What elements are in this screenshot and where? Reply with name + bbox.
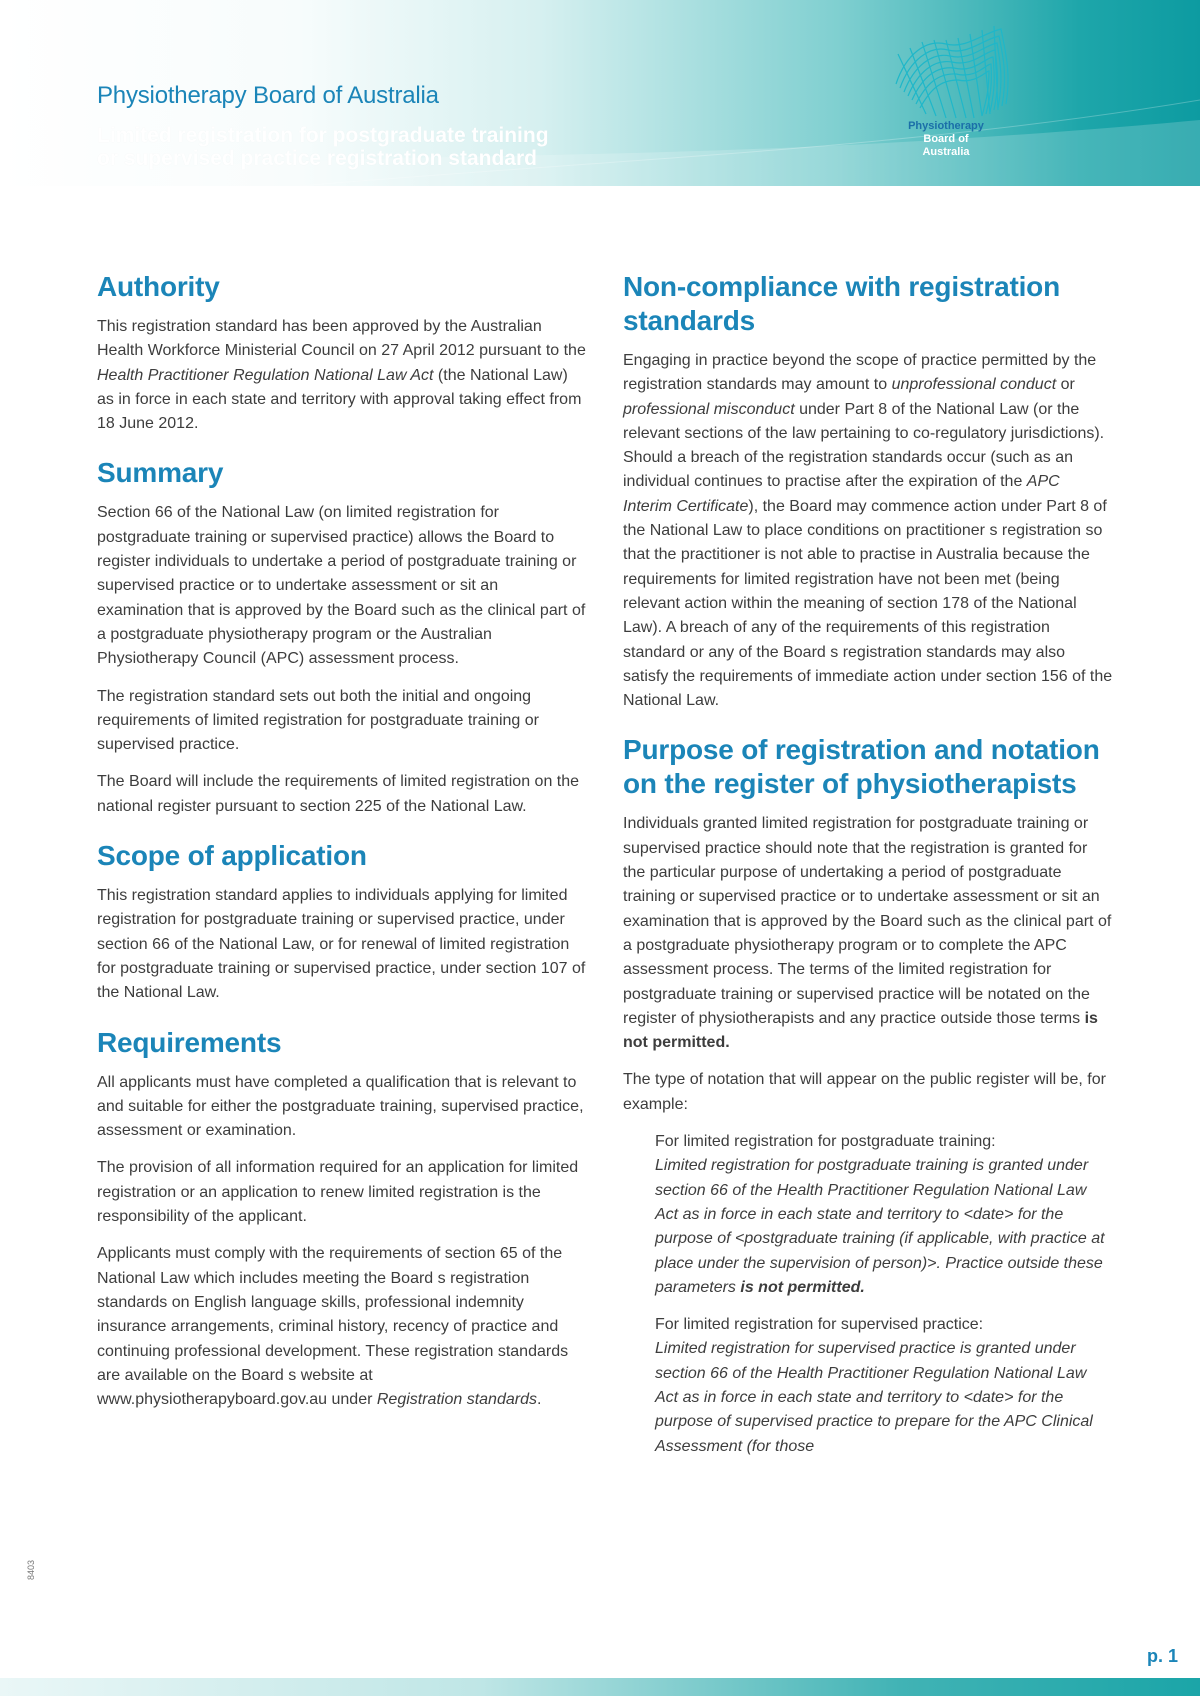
authority-paragraph bbox=[97, 315, 587, 436]
section-scope bbox=[97, 839, 587, 1005]
requirements-paragraph-2: The provision of all information required for an application for limited registration or an application to renew limited registration is the responsibility of the applicant. bbox=[97, 1159, 579, 1226]
scope-paragraph: This registration standard applies to individuals applying for limited registration for postgraduate training or supervised practice, under section 66 of the National Law, or for renewal of limited registration for postgraduate training or supervised practice, under section 107 of the National Law. bbox=[97, 887, 586, 1002]
page-header bbox=[0, 0, 1200, 186]
logo-line-3: Australia bbox=[922, 146, 970, 158]
term-unprofessional-conduct: unprofessional conduct bbox=[891, 376, 1057, 394]
term-apc-interim-certificate: APC Interim Certificate bbox=[623, 473, 1060, 515]
logo-wordmark bbox=[886, 120, 1006, 159]
title-line-1: Limited registration for postgraduate training bbox=[97, 124, 549, 147]
text-run: Applicants must comply with the requirements of section 65 of the National Law which includes meeting the Board s registration standards on English language skills, professional indemnity insurance arrangements, criminal history, recency of practice and continuing professional development. These registration standards are available on the Board s website at www.physiotherapyboard.gov.au under bbox=[97, 1245, 569, 1409]
scope-heading: Scope of application bbox=[97, 840, 367, 872]
section-authority bbox=[97, 270, 587, 436]
section-noncompliance bbox=[623, 270, 1113, 713]
text-run: This registration standard has been approved by the Australian Health Workforce Ministerial Council on 27 April 2012 pursuant to the bbox=[97, 318, 586, 360]
text-run: Limited registration for postgraduate training is granted under section 66 of the Health Practitioner Regulation National Law Act as in force in each state and territory to <date> for the purpose of <postgraduate training (if applicable, with practice at place under the supervision of person)>. Practice outside these parameters bbox=[655, 1157, 1105, 1296]
text-run: (the National Law) as in force in each state and territory with approval taking effect from 18 June 2012. bbox=[97, 366, 582, 433]
right-column bbox=[623, 270, 1113, 1479]
emphasis-not-permitted: is not permitted. bbox=[740, 1278, 865, 1296]
term-professional-misconduct: professional misconduct bbox=[623, 400, 795, 418]
example-label: For limited registration for supervised practice: bbox=[655, 1316, 984, 1334]
noncompliance-paragraph bbox=[623, 349, 1113, 713]
text-run: or bbox=[1056, 376, 1075, 394]
text-run: . bbox=[536, 1391, 542, 1409]
example-postgraduate bbox=[655, 1130, 1113, 1300]
purpose-paragraph-2: The type of notation that will appear on the public register will be, for example: bbox=[623, 1071, 1106, 1113]
text-run: Individuals granted limited registration for postgraduate training or supervised practice should note that the registration is granted for the particular purpose of undertaking a period of postgraduate training or supervised practice or to undertake assessment or sit an examination that is approved by the Board such as the clinical part of a postgraduate physiotherapy program or to complete the APC assessment process. The terms of the limited registration for postgraduate training or supervised practice will be notated on the register of physiotherapists and any practice outside those terms bbox=[623, 815, 1112, 1027]
summary-paragraph-2: The registration standard sets out both the initial and ongoing requirements of limited registration for postgraduate training or supervised practice. bbox=[97, 687, 539, 754]
summary-paragraph-1: Section 66 of the National Law (on limited registration for postgraduate training or supervised practice) allows the Board to register individuals to undertake a period of postgraduate training or supervised practice or to undertake assessment or sit an examination that is approved by the Board such as the clinical part of a postgraduate physiotherapy program or the Australian Physiotherapy Council (APC) assessment process. bbox=[97, 504, 586, 668]
example-label: For limited registration for postgraduate training: bbox=[655, 1133, 996, 1151]
summary-paragraph-3: The Board will include the requirements of limited registration on the national register pursuant to section 225 of the National Law. bbox=[97, 773, 580, 815]
footer-bar bbox=[0, 1678, 1200, 1696]
text-run: Engaging in practice beyond the scope of practice permitted by the registration standards may amount to bbox=[623, 352, 1097, 394]
text-run: under Part 8 of the National Law (or the relevant sections of the law pertaining to co-regulatory jurisdictions). Should a breach of the registration standards occur (such as an individual continues to practise after the expiration of the bbox=[623, 400, 1105, 491]
section-summary bbox=[97, 456, 587, 819]
document-title bbox=[97, 124, 717, 170]
logo-line-1: Physiotherapy bbox=[908, 120, 984, 132]
summary-heading: Summary bbox=[97, 457, 224, 489]
section-purpose bbox=[623, 733, 1113, 1458]
title-line-2: or supervised practice registration standard bbox=[97, 147, 537, 170]
purpose-paragraph-1 bbox=[623, 812, 1113, 1055]
authority-heading: Authority bbox=[97, 271, 220, 302]
logo-line-2: Board of bbox=[923, 133, 969, 145]
page-number: p. 1 bbox=[1146, 1646, 1178, 1666]
example-text: Limited registration for supervised practice is granted under section 66 of the Health Practitioner Regulation National Law Act as in force in each state and territory to <date> for the purpose of supervised practice to prepare for the APC Clinical Assessment (for those bbox=[655, 1340, 1093, 1455]
noncompliance-heading: Non-compliance with registration standards bbox=[623, 271, 1060, 336]
example-supervised bbox=[655, 1313, 1113, 1459]
org-name: Physiotherapy Board of Australia bbox=[97, 82, 439, 109]
emphasis-not-permitted: is not permitted. bbox=[623, 1009, 1098, 1052]
registration-standards-ref: Registration standards bbox=[376, 1391, 537, 1409]
document-code: 8403 bbox=[26, 1559, 36, 1580]
purpose-heading: Purpose of registration and notation on the register of physiotherapists bbox=[623, 734, 1100, 800]
example-text bbox=[655, 1157, 1105, 1295]
section-requirements bbox=[97, 1026, 587, 1413]
requirements-heading: Requirements bbox=[97, 1026, 282, 1058]
text-run: ), the Board may commence action under Part 8 of the National Law to place conditions on practitioner s registration so that the practitioner is not able to practise in Australia because the requirements for limited registration have not been met (being relevant action within the meaning of section 178 of the National Law). A breach of any of the requirements of this registration standard or any of the Board s registration standards may also satisfy the requirements of immediate action under section 156 of the National Law. bbox=[623, 497, 1113, 710]
requirements-paragraph-3 bbox=[97, 1242, 587, 1412]
act-name: Health Practitioner Regulation National Law Act bbox=[97, 366, 434, 384]
left-column bbox=[97, 270, 587, 1432]
requirements-paragraph-1: All applicants must have completed a qualification that is relevant to and suitable for either the postgraduate training, supervised practice, assessment or examination. bbox=[97, 1073, 584, 1140]
